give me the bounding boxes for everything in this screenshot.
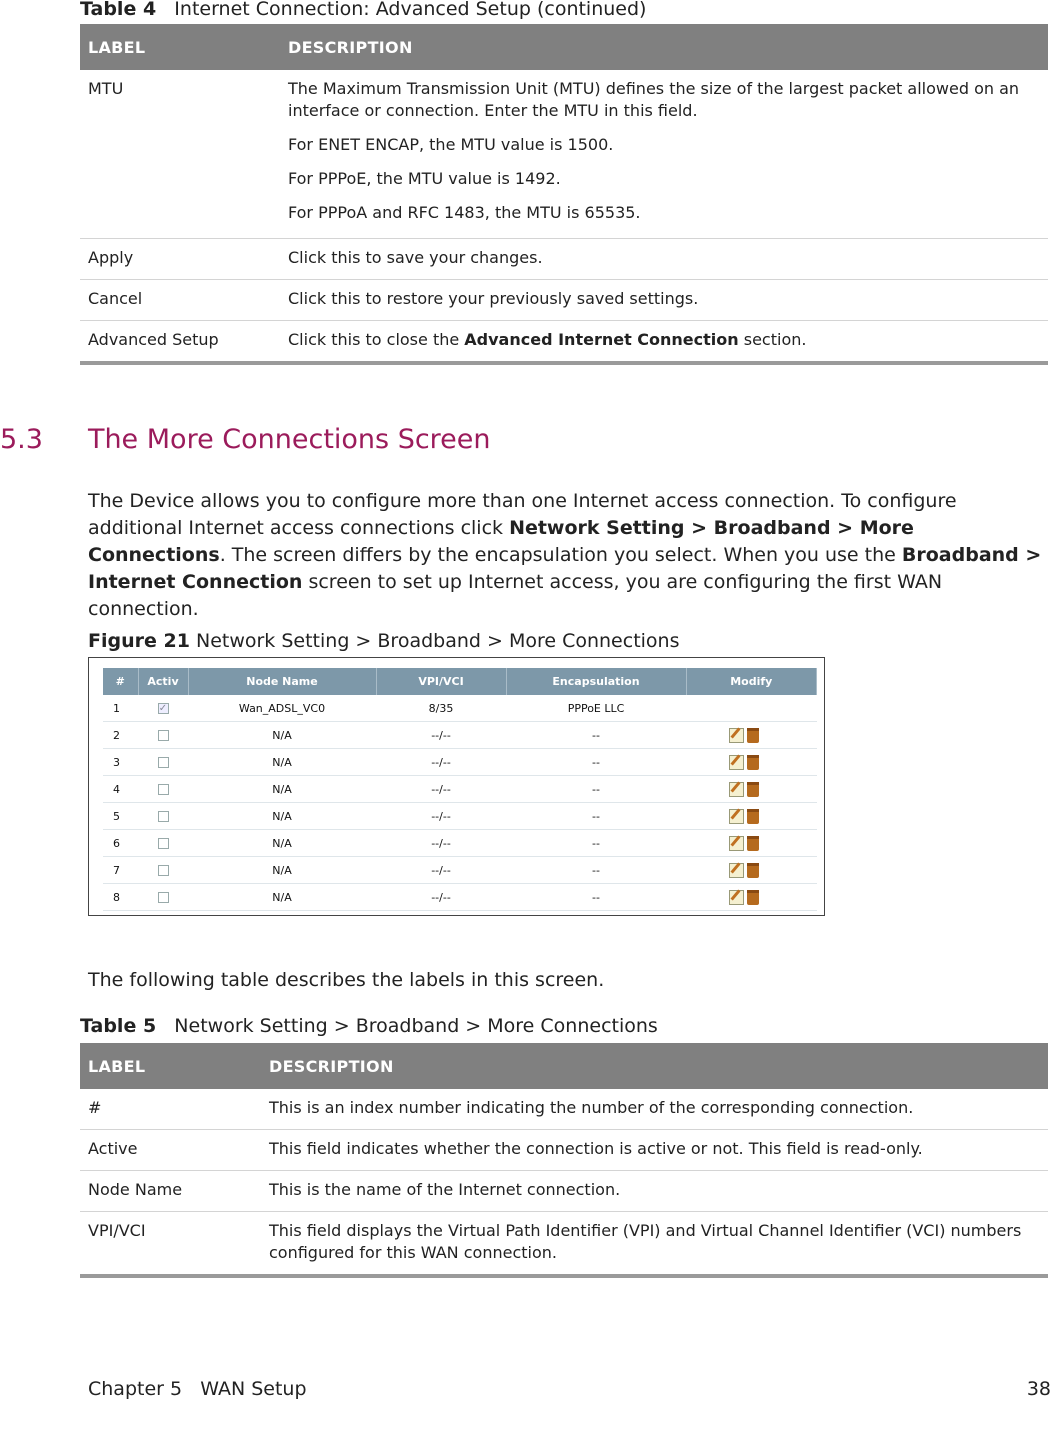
section-paragraph: The Device allows you to configure more than one Internet access connection. To configure additional Internet access connections click Network Setting > Broadband > More Connections. The screen differs by the encapsulation you select. When you use the Broadband > Internet Connection screen to set up Internet access, you are configuring the first WAN connection. [88, 490, 1042, 620]
delete-icon[interactable] [747, 890, 759, 905]
table-row: Cancel Click this to restore your previously saved settings. [80, 280, 1048, 321]
delete-icon[interactable] [747, 836, 759, 851]
active-checkbox[interactable] [158, 784, 169, 795]
table-row: 4 N/A --/-- -- [103, 776, 817, 803]
table-row: 7 N/A --/-- -- [103, 857, 817, 884]
table4-header: LABEL DESCRIPTION [80, 24, 1048, 70]
table5-intro: The following table describes the labels in this screen. [88, 969, 605, 991]
table-row: 1 ✓ Wan_ADSL_VC0 8/35 PPPoE LLC [103, 695, 817, 722]
table-row: 6 N/A --/-- -- [103, 830, 817, 857]
delete-icon[interactable] [747, 728, 759, 743]
table-row: Apply Click this to save your changes. [80, 239, 1048, 280]
figure-caption: Figure 21 Network Setting > Broadband > More Connections [88, 630, 680, 652]
active-checkbox[interactable] [158, 757, 169, 768]
figure-frame [88, 657, 825, 916]
table4-caption: Table 4 Internet Connection: Advanced Setup (continued) [80, 0, 647, 20]
table-row: VPI/VCI This field displays the Virtual Path Identifier (VPI) and Virtual Channel Identifier (VCI) numbers configured for this WAN connection. [80, 1212, 1048, 1277]
delete-icon[interactable] [747, 863, 759, 878]
active-checkbox[interactable] [158, 811, 169, 822]
active-checkbox[interactable] [158, 730, 169, 741]
delete-icon[interactable] [747, 782, 759, 797]
delete-icon[interactable] [747, 809, 759, 824]
active-checkbox[interactable] [158, 838, 169, 849]
active-checkbox[interactable] [158, 892, 169, 903]
section-heading: 5.3 The More Connections Screen [0, 424, 491, 455]
table-row: 2 N/A --/-- -- [103, 722, 817, 749]
active-checkbox[interactable] [158, 865, 169, 876]
edit-icon[interactable] [729, 728, 744, 743]
table5 [80, 1043, 1048, 1278]
connections-table [103, 668, 817, 911]
page-number: 38 [1026, 1378, 1051, 1400]
edit-icon[interactable] [729, 836, 744, 851]
edit-icon[interactable] [729, 782, 744, 797]
edit-icon[interactable] [729, 755, 744, 770]
edit-icon[interactable] [729, 890, 744, 905]
table-row: 8 N/A --/-- -- [103, 884, 817, 911]
table-row: MTU The Maximum Transmission Unit (MTU) defines the size of the largest packet allowed on an interface or connection. Enter the MTU in this field. For ENET ENCAP, the MTU value is 1500. For PPPoE, the MTU value is 1492. For PPPoA and RFC 1483, the MTU is 65535. [80, 70, 1048, 239]
table5-header: LABEL DESCRIPTION [80, 1043, 1048, 1089]
table-row: # This is an index number indicating the number of the corresponding connection. [80, 1089, 1048, 1130]
edit-icon[interactable] [729, 809, 744, 824]
table-row: Active This field indicates whether the connection is active or not. This field is read-only. [80, 1130, 1048, 1171]
edit-icon[interactable] [729, 863, 744, 878]
table5-caption: Table 5 Network Setting > Broadband > More Connections [80, 1015, 658, 1037]
active-checkbox[interactable] [158, 703, 169, 714]
table-row: 5 N/A --/-- -- [103, 803, 817, 830]
table-row: Advanced Setup Click this to close the Advanced Internet Connection section. [80, 321, 1048, 364]
delete-icon[interactable] [747, 755, 759, 770]
footer-chapter: Chapter 5 WAN Setup [88, 1378, 307, 1400]
table4 [80, 24, 1048, 365]
connections-header: # Activ Node Name VPI/VCI Encapsulation Modify [103, 668, 817, 695]
table-row: Node Name This is the name of the Internet connection. [80, 1171, 1048, 1212]
table-row: 3 N/A --/-- -- [103, 749, 817, 776]
